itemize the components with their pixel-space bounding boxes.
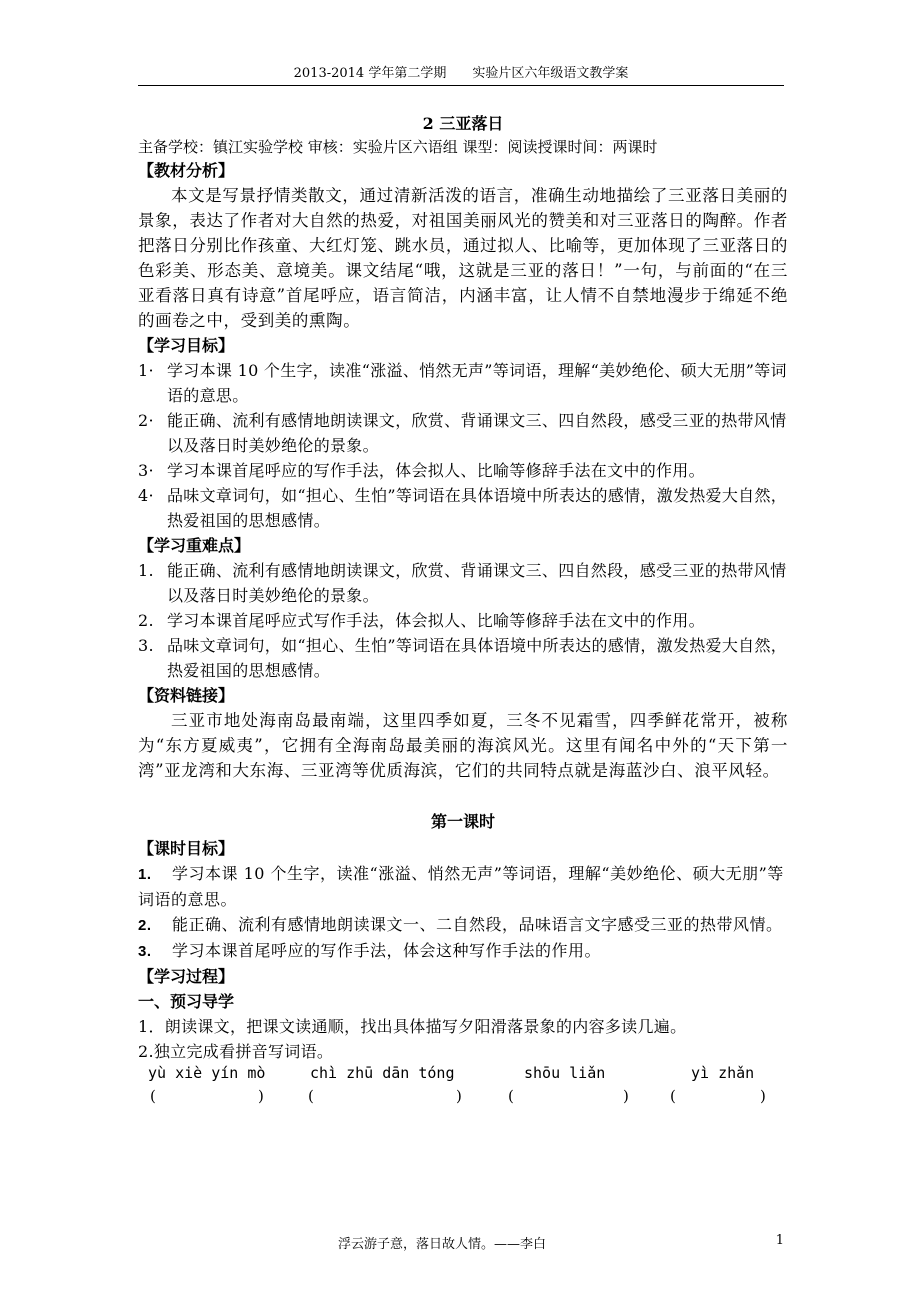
objective-text: 学习本课首尾呼应的写作手法，体会这种写作手法的作用。 bbox=[172, 941, 602, 960]
goal-text: 能正确、流利有感情地朗读课文，欣赏、背诵课文三、四自然段，感受三亚的热带风情以及落日时美妙绝伦的景象。 bbox=[167, 411, 787, 455]
keypoint-text: 品味文章词句，如“担心、生怕”等词语在具体语境中所表达的感情，激发热爱大自然，热爱祖国的思想感情。 bbox=[167, 636, 788, 680]
blank-close-paren: ) bbox=[760, 1087, 766, 1105]
blank-close-paren: ) bbox=[623, 1087, 629, 1105]
objective-item bbox=[138, 912, 788, 938]
objective-item bbox=[138, 938, 788, 964]
heading-analysis: 【教材分析】 bbox=[138, 161, 235, 180]
page-header: 2013-2014 学年第二学期 实验片区六年级语文教学案 bbox=[293, 66, 629, 81]
goal-number: 3· bbox=[138, 461, 154, 480]
document-body bbox=[138, 112, 788, 1111]
pinyin-row bbox=[138, 1064, 788, 1087]
pinyin-word: chì zhū dān tóng bbox=[310, 1064, 455, 1082]
keypoints-list bbox=[138, 558, 788, 683]
step-item: 1．朗读课文，把课文读通顺，找出具体描写夕阳滑落景象的内容多读几遍。 bbox=[138, 1017, 687, 1036]
lesson1-title: 第一课时 bbox=[430, 812, 495, 831]
step-item: 2.独立完成看拼音写词语。 bbox=[138, 1042, 334, 1061]
heading-resources: 【资料链接】 bbox=[138, 686, 235, 705]
keypoint-number: 3. bbox=[138, 636, 154, 655]
keypoint-number: 1. bbox=[138, 561, 154, 580]
blank-open-paren: ( bbox=[150, 1087, 156, 1105]
header-rule bbox=[138, 85, 784, 86]
keypoint-item bbox=[138, 558, 788, 608]
blank-close-paren: ) bbox=[258, 1087, 264, 1105]
page-number: 1 bbox=[775, 1233, 784, 1248]
blank-open-paren: ( bbox=[308, 1087, 314, 1105]
keypoint-item bbox=[138, 633, 788, 683]
objective-number: 3. bbox=[138, 943, 152, 960]
heading-keypoints: 【学习重难点】 bbox=[138, 536, 251, 555]
pinyin-word: shōu liǎn bbox=[524, 1064, 606, 1082]
blank-open-paren: ( bbox=[508, 1087, 514, 1105]
heading-objectives: 【课时目标】 bbox=[138, 839, 235, 858]
pinyin-word: yì zhǎn bbox=[691, 1064, 755, 1082]
goal-item bbox=[138, 483, 788, 533]
keypoint-item bbox=[138, 608, 788, 633]
objective-number: 1. bbox=[138, 866, 152, 883]
goal-item bbox=[138, 358, 788, 408]
objective-text: 能正确、流利有感情地朗读课文一、二自然段，品味语言文字感受三亚的热带风情。 bbox=[172, 915, 783, 934]
objective-number: 2. bbox=[138, 917, 152, 934]
heading-preview: 一、预习导学 bbox=[138, 992, 235, 1011]
objective-text: 学习本课 10 个生字，读准“涨溢、悄然无声”等词语，理解“美妙绝伦、硕大无朋”等词语的意思。 bbox=[138, 864, 784, 909]
goals-list bbox=[138, 358, 788, 533]
keypoint-text: 能正确、流利有感情地朗读课文，欣赏、背诵课文三、四自然段，感受三亚的热带风情以及落日时美妙绝伦的景象。 bbox=[167, 561, 787, 605]
pinyin-word: yù xiè yín mò bbox=[148, 1064, 266, 1082]
heading-process: 【学习过程】 bbox=[138, 967, 235, 986]
goal-number: 1· bbox=[138, 361, 154, 380]
footer-quote: 浮云游子意，落日故人情。——李白 bbox=[338, 1237, 547, 1252]
goal-item bbox=[138, 458, 788, 483]
lesson-title: 2 三亚落日 bbox=[422, 114, 504, 133]
goal-item bbox=[138, 408, 788, 458]
blank-close-paren: ) bbox=[456, 1087, 462, 1105]
blank-open-paren: ( bbox=[670, 1087, 676, 1105]
keypoint-number: 2. bbox=[138, 611, 154, 630]
heading-goals: 【学习目标】 bbox=[138, 336, 235, 355]
keypoint-text: 学习本课首尾呼应式写作手法，体会拟人、比喻等修辞手法在文中的作用。 bbox=[167, 611, 705, 630]
answer-blanks-row bbox=[138, 1087, 788, 1111]
goal-text: 学习本课首尾呼应的写作手法，体会拟人、比喻等修辞手法在文中的作用。 bbox=[167, 461, 705, 480]
goal-text: 品味文章词句，如“担心、生怕”等词语在具体语境中所表达的感情，激发热爱大自然，热爱祖国的思想感情。 bbox=[167, 486, 788, 530]
analysis-paragraph: 本文是写景抒情类散文，通过清新活泼的语言，准确生动地描绘了三亚落日美丽的景象，表达了作者对大自然的热爱，对祖国美丽风光的赞美和对三亚落日的陶醉。作者把落日分别比作孩童、大红灯笼、跳水员，通过拟人、比喻等，更加体现了三亚落日的色彩美、形态美、意境美。课文结尾“哦，这就是三亚的落日！”一句，与前面的“在三亚看落日真有诗意”首尾呼应，语言简洁，内涵丰富，让人情不自禁地漫步于绵延不绝的画卷之中，受到美的熏陶。 bbox=[138, 186, 788, 330]
goal-text: 学习本课 10 个生字，读准“涨溢、悄然无声”等词语，理解“美妙绝伦、硕大无朋”等词语的意思。 bbox=[167, 361, 787, 405]
objective-item bbox=[138, 861, 788, 912]
goal-number: 2· bbox=[138, 411, 154, 430]
objectives-list bbox=[138, 861, 788, 964]
lesson-meta: 主备学校：镇江实验学校 审核：实验片区六语组 课型：阅读授课时间：两课时 bbox=[138, 138, 658, 156]
goal-number: 4· bbox=[138, 486, 154, 505]
resources-paragraph: 三亚市地处海南岛最南端，这里四季如夏，三冬不见霜雪，四季鲜花常开，被称为“东方夏威夷”，它拥有全海南岛最美丽的海滨风光。这里有闻名中外的“天下第一湾”亚龙湾和大东海、三亚湾等优质海滨，它们的共同特点就是海蓝沙白、浪平风轻。 bbox=[138, 711, 788, 780]
